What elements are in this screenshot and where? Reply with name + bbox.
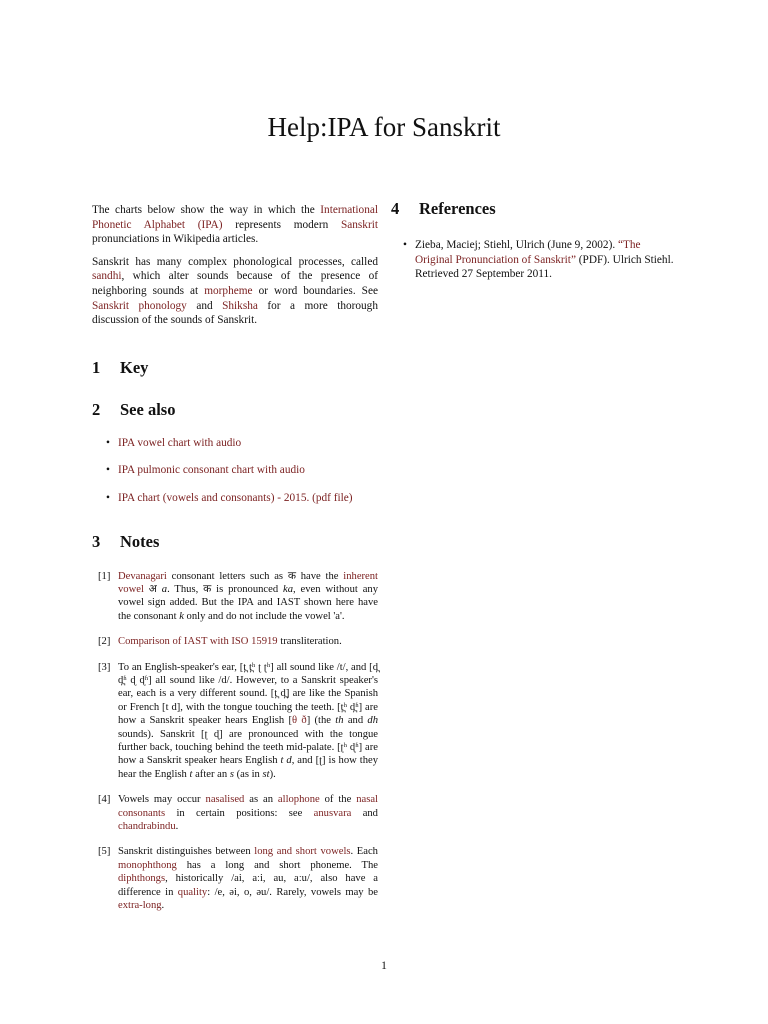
link-morpheme[interactable]: morpheme [204,284,253,297]
link-ipa-chart-pdf[interactable]: IPA chart (vowels and consonants) - 2015. (pdf file) [118,491,353,504]
see-also-list [106,436,378,506]
references-list [403,238,681,282]
note-italic: st [262,768,270,780]
link-quality[interactable]: quality [177,886,208,898]
page-title: Help:IPA for Sanskrit [267,112,501,142]
link-ipa-consonant-chart[interactable]: IPA pulmonic consonant chart with audio [118,464,305,477]
intro-text: The charts below show the way in which the [92,204,321,216]
section-label: Key [120,357,149,377]
intro-text: represents modern [222,218,341,231]
intro-paragraph-2 [92,255,378,328]
note-fragment: transliteration. [277,636,342,648]
intro-text: for a more thorough discussion of the sounds of Sanskrit. [92,299,378,327]
note-fragment: Sanskrit distinguishes between [118,846,255,858]
intro-text: and [186,299,223,312]
note-text [118,793,378,833]
reference-item [403,238,681,282]
note-italic: dh [367,715,379,727]
section-heading-key [92,358,378,378]
note-fragment: . Thus, क is pronounced [167,583,284,595]
section-number: 1 [92,357,101,377]
note-label: [2] [98,636,111,648]
note-fragment: , even without any vowel sign added. But the IPA and IAST shown here have the consonant [118,583,378,622]
list-item [106,491,378,506]
right-column [391,199,681,282]
note-fragment: . [161,900,165,912]
note-text [118,635,378,648]
note-fragment: . [175,821,179,833]
note-italic: a [161,583,168,595]
link-iast-iso-comparison[interactable]: Comparison of IAST with ISO 15919 [118,636,278,648]
note-italic: t [189,768,193,780]
link-sanskrit-phonology[interactable]: Sanskrit phonology [92,299,187,312]
section-number: 2 [92,399,101,419]
note-text [118,661,378,782]
page-number: 1 [381,960,387,972]
link-chandrabindu[interactable]: chandrabindu [118,821,176,833]
intro-paragraph-1 [92,203,378,247]
note-label: [5] [98,846,111,858]
note-fragment: (as in [233,768,263,780]
notes-list [92,570,378,913]
link-long-short-vowels[interactable]: long and short vowels [254,846,351,858]
link-sandhi[interactable]: sandhi [92,270,122,283]
note-fragment: has a long and short phoneme. The [176,859,378,871]
note-label: [4] [98,794,111,806]
note-3 [92,661,378,782]
note-fragment: , historically /ai, aːi, au, aːu/, also have a difference in [118,873,378,898]
link-ipa-vowel-chart[interactable]: IPA vowel chart with audio [118,436,242,449]
note-text [118,845,378,912]
note-fragment: sounds). Sanskrit [ʈ ɖ] are pronounced with the tongue further back, touching behind the teeth mid-palate. [ʈʰ ɖʱ] are how a Sanskrit speaker hears English [118,728,378,767]
section-heading-notes [92,532,378,552]
link-devanagari[interactable]: Devanagari [118,570,167,582]
link-nasalised[interactable]: nasalised [205,794,245,806]
list-item [106,436,378,451]
note-italic: ka [283,583,294,595]
note-fragment: ). [269,768,276,780]
section-number: 3 [92,531,101,551]
note-fragment: ] (the [306,715,336,727]
note-fragment: अ [143,583,162,595]
note-fragment: To an English-speaker's ear, [t̪ t̪ʰ ʈ ʈʰ] all sound like /t/, and [d̪ d̪ʱ ɖ ɖʱ] all sound like /d/. However, to a Sanskrit speaker's ear, each is a very different sound. [t̪ d̪] are like the Spanish or French [t d], with the tongue touching the teeth. [t̪ʰ d̪ʱ] are how a Sanskrit speaker hears English [ [118,661,378,727]
link-anusvara[interactable]: anusvara [313,807,352,819]
section-heading-references [391,199,681,219]
note-2 [92,635,378,648]
note-fragment: Vowels may occur [118,794,206,806]
intro-text: Sanskrit has many complex phonological processes, called [92,255,378,268]
note-label: [1] [98,570,111,582]
link-theta-eth[interactable]: θ ð [292,715,307,727]
note-label: [3] [98,661,111,673]
note-fragment: only and do not include the vowel 'a'. [183,610,345,622]
note-5 [92,845,378,912]
note-4 [92,793,378,833]
note-fragment: consonant letters such as क have the [166,570,344,582]
left-column [92,203,378,924]
link-diphthongs[interactable]: diphthongs [118,873,166,885]
section-number: 4 [391,199,400,218]
note-italic: k [179,610,184,622]
note-text [118,570,378,624]
link-monophthong[interactable]: monophthong [118,859,177,871]
reference-text: Zieba, Maciej; Stiehl, Ulrich (June 9, 2002). [415,239,618,251]
note-italic: th [335,715,344,727]
note-fragment: : /e, əi, o, əu/. Rarely, vowels may be [207,886,378,898]
note-fragment: as an [244,794,278,806]
intro-text: or word boundaries. See [252,284,378,297]
intro-text: , which alter sounds because of the presence of neighboring sounds at [92,270,378,297]
section-label: References [419,199,496,218]
note-fragment: and [351,807,378,819]
link-nasal-consonants[interactable]: nasal consonants [118,794,378,819]
link-inherent-vowel[interactable]: inherent vowel [118,570,378,595]
section-label: Notes [120,531,160,551]
section-heading-see-also [92,400,378,420]
link-allophone[interactable]: allophone [277,794,320,806]
note-fragment: , and [ʈ] is how they hear the English [118,755,378,780]
link-ipa[interactable]: International Phonetic Alphabet (IPA) [92,204,378,231]
section-label: See also [120,399,176,419]
link-extra-long[interactable]: extra-long [118,900,162,912]
note-italic: t d [280,755,292,767]
reference-text: (PDF). Ulrich Stiehl. Retrieved 27 September 2011. [415,253,674,281]
link-shiksha[interactable]: Shiksha [222,299,258,312]
link-original-pronunciation[interactable]: “The Original Pronunciation of Sanskrit” [415,239,641,266]
intro-text: pronunciations in Wikipedia articles. [92,233,259,246]
note-fragment: in certain positions: see [165,807,314,819]
note-fragment: . Each [350,846,378,858]
list-item [106,463,378,478]
note-fragment: of the [319,794,357,806]
note-fragment: and [343,715,368,727]
link-sanskrit[interactable]: Sanskrit [340,218,378,231]
note-fragment: after an [192,768,230,780]
note-1 [92,570,378,624]
note-italic: s [229,768,234,780]
